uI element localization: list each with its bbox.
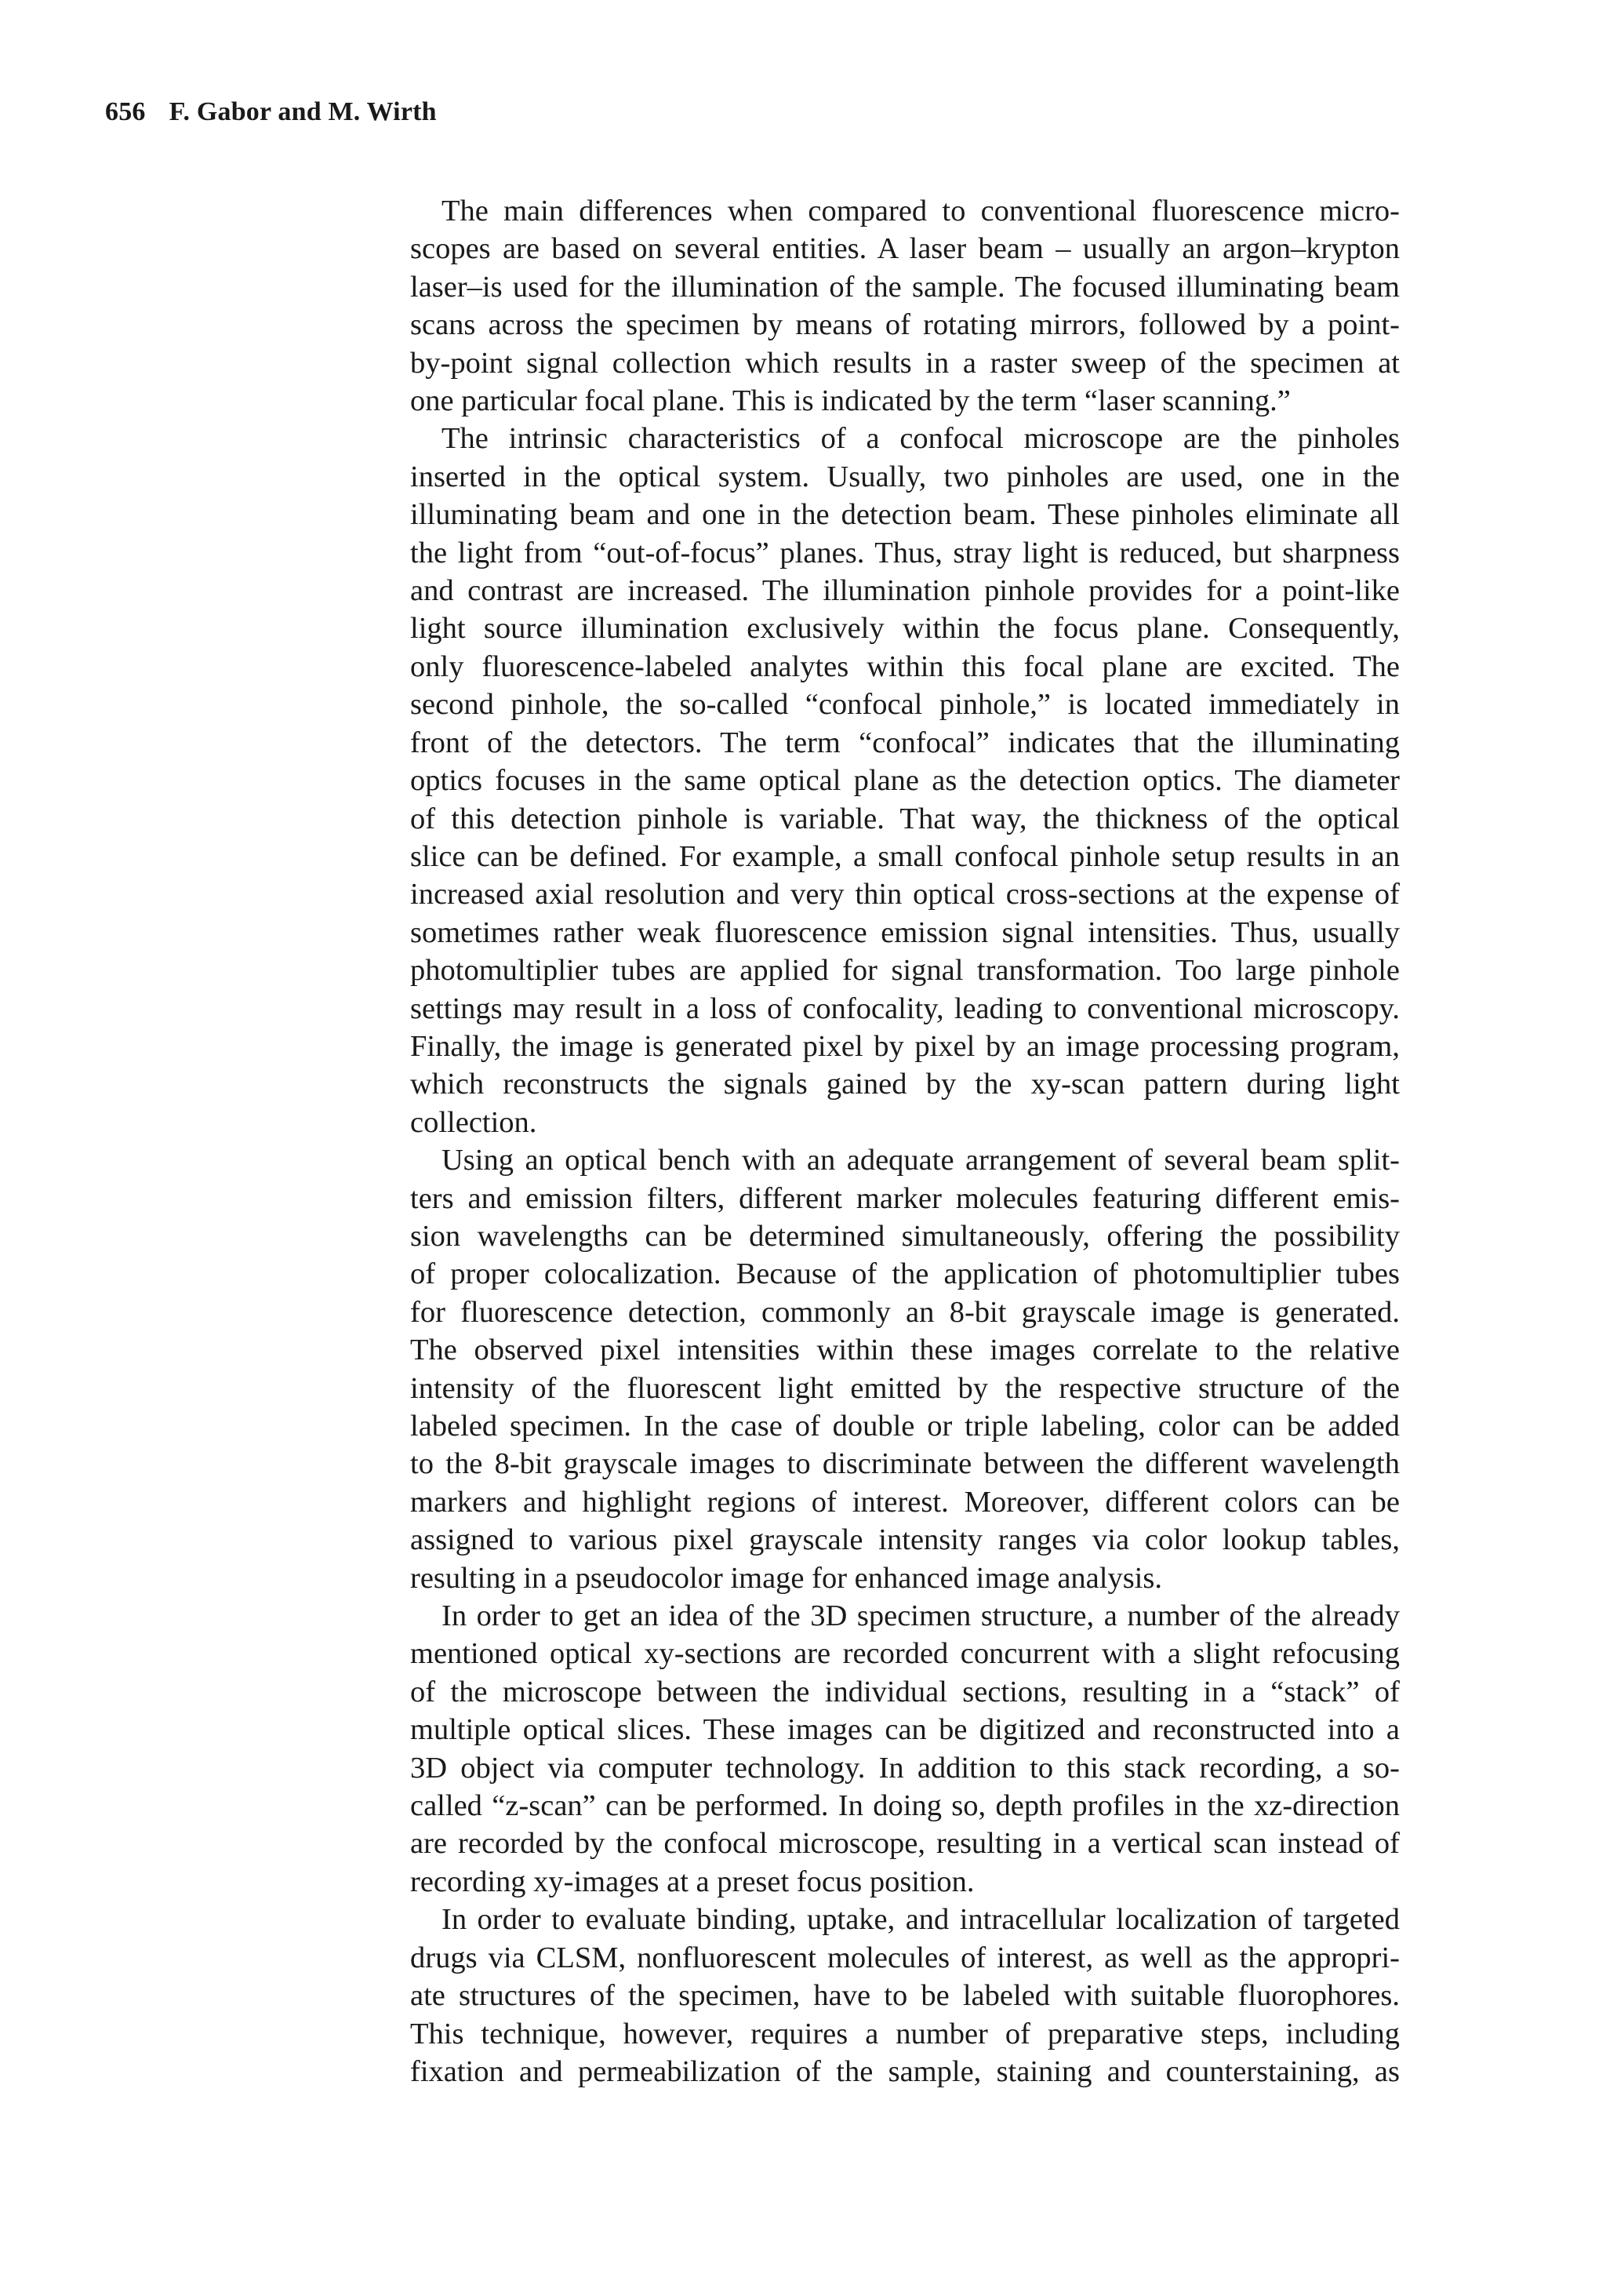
text-line: 3D object via computer technology. In addition to this stack recording, a so-	[410, 1751, 1400, 1785]
text-line: for fluorescence detection, commonly an 8-bit grayscale image is generated.	[410, 1295, 1400, 1329]
text-line: sion wavelengths can be determined simultaneously, offering the possibility	[410, 1219, 1400, 1253]
text-line: collection.	[410, 1105, 537, 1139]
text-line: to the 8-bit grayscale images to discriminate between the different wavelength	[410, 1447, 1400, 1481]
text-line: markers and highlight regions of interest. Moreover, different colors can be	[410, 1485, 1400, 1519]
text-line: ters and emission filters, different marker molecules featuring different emis-	[410, 1181, 1400, 1215]
text-line: In order to get an idea of the 3D specimen structure, a number of the already	[441, 1599, 1400, 1633]
text-line: front of the detectors. The term “confocal” indicates that the illuminating	[410, 726, 1400, 759]
text-line: The main differences when compared to conventional fluorescence micro-	[441, 195, 1400, 227]
text-line: This technique, however, requires a number of preparative steps, including	[410, 2017, 1400, 2050]
running-head-authors: F. Gabor and M. Wirth	[169, 97, 437, 126]
text-line: intensity of the fluorescent light emitted by the respective structure of the	[410, 1371, 1400, 1405]
page-number: 656	[105, 97, 146, 126]
text-line: increased axial resolution and very thin optical cross-sections at the expense of	[410, 878, 1400, 911]
text-line: The intrinsic characteristics of a confocal microscope are the pinholes	[441, 422, 1400, 456]
text-line: are recorded by the confocal microscope, resulting in a vertical scan instead of	[410, 1827, 1400, 1861]
text-line: of this detection pinhole is variable. That way, the thickness of the optical	[410, 802, 1400, 835]
text-line: illuminating beam and one in the detection beam. These pinholes eliminate all	[410, 498, 1400, 532]
text-line: recording xy-images at a preset focus position.	[410, 1865, 975, 1898]
text-line: labeled specimen. In the case of double or triple labeling, color can be added	[410, 1410, 1400, 1443]
text-line: assigned to various pixel grayscale intensity ranges via color lookup tables,	[410, 1523, 1400, 1557]
text-line: laser–is used for the illumination of the sample. The focused illuminating beam	[410, 270, 1400, 304]
body-text	[410, 192, 1400, 2090]
text-line: multiple optical slices. These images can be digitized and reconstructed into a	[410, 1713, 1400, 1747]
text-line: optics focuses in the same optical plane as the detection optics. The diameter	[410, 764, 1400, 798]
text-line: Using an optical bench with an adequate arrangement of several beam split-	[441, 1144, 1400, 1177]
text-line: light source illumination exclusively within the focus plane. Consequently,	[410, 612, 1400, 646]
text-line: only fluorescence-labeled analytes within this focal plane are excited. The	[410, 650, 1400, 683]
paragraph	[410, 1141, 1400, 1597]
text-line: Finally, the image is generated pixel by pixel by an image processing program,	[410, 1029, 1400, 1063]
text-line: one particular focal plane. This is indicated by the term “laser scanning.”	[410, 384, 1291, 418]
text-line: sometimes rather weak fluorescence emission signal intensities. Thus, usually	[410, 915, 1400, 949]
text-line: scopes are based on several entities. A laser beam – usually an argon–krypton	[410, 232, 1400, 266]
text-line: second pinhole, the so-called “confocal pinhole,” is located immediately in	[410, 688, 1400, 722]
text-line: fixation and permeabilization of the sample, staining and counterstaining, as	[410, 2054, 1400, 2088]
text-line: of proper colocalization. Because of the application of photomultiplier tubes	[410, 1257, 1400, 1291]
paragraph	[410, 1597, 1400, 1901]
paragraph	[410, 1901, 1400, 2090]
text-line: inserted in the optical system. Usually, two pinholes are used, one in the	[410, 460, 1400, 493]
paragraph	[410, 420, 1400, 1141]
text-line: by-point signal collection which results in a raster sweep of the specimen at	[410, 346, 1400, 380]
text-line: which reconstructs the signals gained by the xy-scan pattern during light	[410, 1068, 1400, 1101]
text-line: In order to evaluate binding, uptake, and intracellular localization of targeted	[441, 1903, 1400, 1937]
text-line: The observed pixel intensities within these images correlate to the relative	[410, 1334, 1400, 1367]
text-line: resulting in a pseudocolor image for enhanced image analysis.	[410, 1561, 1162, 1595]
text-line: drugs via CLSM, nonfluorescent molecules of interest, as well as the appropri-	[410, 1941, 1400, 1974]
text-line: of the microscope between the individual sections, resulting in a “stack” of	[410, 1675, 1400, 1708]
text-line: settings may result in a loss of confocality, leading to conventional microscopy.	[410, 992, 1400, 1025]
text-line: slice can be defined. For example, a small confocal pinhole setup results in an	[410, 839, 1400, 873]
text-line: ate structures of the specimen, have to be labeled with suitable fluorophores.	[410, 1979, 1400, 2013]
running-head	[105, 97, 437, 127]
paragraph	[410, 192, 1400, 420]
text-line: mentioned optical xy-sections are recorded concurrent with a slight refocusing	[410, 1637, 1400, 1671]
text-line: scans across the specimen by means of rotating mirrors, followed by a point-	[410, 308, 1400, 342]
text-line: photomultiplier tubes are applied for signal transformation. Too large pinhole	[410, 954, 1400, 988]
text-line: called “z-scan” can be performed. In doing so, depth profiles in the xz-direction	[410, 1789, 1400, 1823]
text-line: and contrast are increased. The illumination pinhole provides for a point-like	[410, 574, 1400, 608]
text-line: the light from “out-of-focus” planes. Thus, stray light is reduced, but sharpness	[410, 536, 1400, 569]
